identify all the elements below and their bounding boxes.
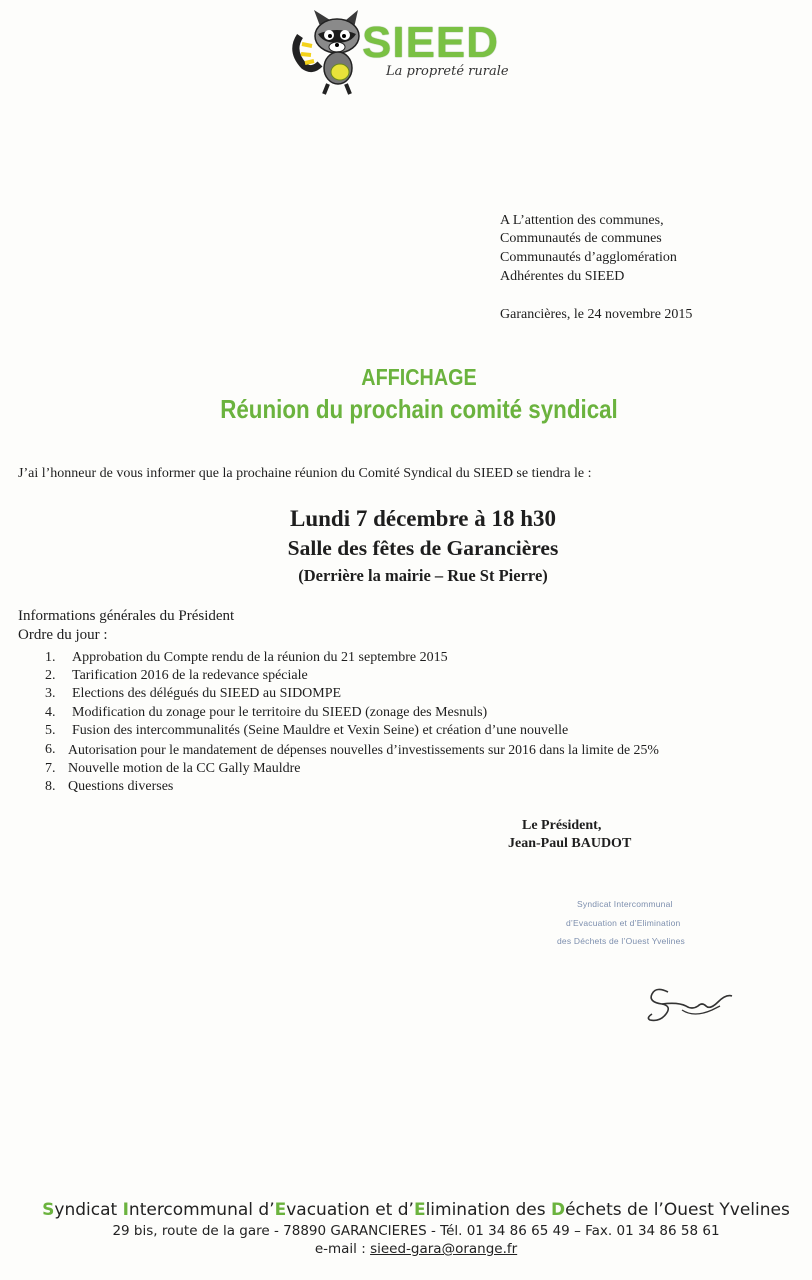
footer-initial-s: S: [42, 1200, 55, 1220]
agenda-item-7: Nouvelle motion de la CC Gally Mauldre: [68, 761, 301, 776]
intro-text: J’ai l’honneur de vous informer que la prochaine réunion du Comité Syndical du SIEED se tiendra le :: [18, 466, 592, 481]
footer-initial-e1: E: [274, 1200, 287, 1220]
agenda-item-3-number: 3.: [45, 686, 56, 701]
agenda-item-8: Questions diverses: [68, 779, 174, 794]
footer-initial-e2: E: [413, 1200, 426, 1220]
footer-organization: [0, 1200, 812, 1220]
agenda-item-2-number: 2.: [45, 668, 56, 683]
agenda-item-4: Modification du zonage pour le territoire du SIEED (zonage des Mesnuls): [72, 705, 488, 720]
footer-word-1: yndicat: [54, 1200, 123, 1220]
date-line: Garancières, le 24 novembre 2015: [500, 307, 693, 322]
footer-word-5: échets de l’Ouest Yvelines: [565, 1200, 790, 1220]
agenda-item-7-number: 7.: [45, 761, 56, 776]
agenda-item-8-number: 8.: [45, 779, 56, 794]
footer-word-2: ntercommunal d’: [128, 1200, 275, 1220]
footer-contact: [0, 1241, 812, 1257]
recipient-line-2: Communautés de communes: [500, 231, 662, 246]
stamp-line-1: Syndicat Intercommunal: [577, 899, 673, 909]
logo-tagline: La propreté rurale: [386, 64, 509, 79]
footer-email-label: e-mail :: [314, 1241, 371, 1257]
agenda-item-5: Fusion des intercommunalités (Seine Mauldre et Vexin Seine) et création d’une nouvelle: [72, 723, 569, 738]
stamp-line-3: des Déchets de l’Ouest Yvelines: [557, 936, 685, 946]
info-heading: Informations générales du Président: [18, 608, 235, 624]
handwritten-signature-icon: [638, 980, 738, 1030]
stamp-line-2: d’Evacuation et d’Elimination: [566, 918, 681, 928]
title-affichage: AFFICHAGE: [361, 364, 477, 390]
footer-initial-d: D: [550, 1200, 566, 1220]
meeting-date: Lundi 7 décembre à 18 h30: [289, 506, 557, 531]
agenda-item-1: Approbation du Compte rendu de la réunion du 21 septembre 2015: [72, 650, 448, 665]
footer-word-4: limination des: [425, 1200, 551, 1220]
agenda-item-3: Elections des délégués du SIEED au SIDOMPE: [72, 686, 342, 701]
meeting-place: Salle des fêtes de Garancières: [287, 536, 559, 560]
footer-initial-i: I: [122, 1200, 129, 1220]
agenda-item-4-number: 4.: [45, 705, 56, 720]
agenda-item-5-number: 5.: [45, 723, 56, 738]
agenda-item-6: Autorisation pour le mandatement de dépenses nouvelles d’investissements sur 2016 dans la limite de 25%: [68, 742, 659, 757]
agenda-heading: Ordre du jour :: [18, 627, 108, 643]
recipient-line-3: Communautés d’agglomération: [500, 250, 677, 265]
agenda-item-1-number: 1.: [45, 650, 56, 665]
agenda-item-6-number: 6.: [45, 742, 56, 757]
signature-role: Le Président,: [522, 818, 602, 833]
recipient-line-4: Adhérentes du SIEED: [500, 269, 625, 284]
sieed-logo: [290, 6, 540, 96]
footer-word-3: vacuation et d’: [286, 1200, 414, 1220]
footer-email-link[interactable]: sieed-gara@orange.fr: [370, 1241, 518, 1257]
recipient-line-1: A L’attention des communes,: [500, 213, 664, 228]
signature-name: Jean-Paul BAUDOT: [508, 836, 632, 851]
title-reunion: Réunion du prochain comité syndical: [220, 394, 618, 424]
meeting-detail: (Derrière la mairie – Rue St Pierre): [298, 566, 548, 585]
agenda-item-2: Tarification 2016 de la redevance spéciale: [72, 668, 308, 683]
footer-address: 29 bis, route de la gare - 78890 GARANCIERES - Tél. 01 34 86 65 49 – Fax. 01 34 86 58 61: [112, 1223, 720, 1239]
logo-wordmark: SIEED: [362, 18, 500, 67]
